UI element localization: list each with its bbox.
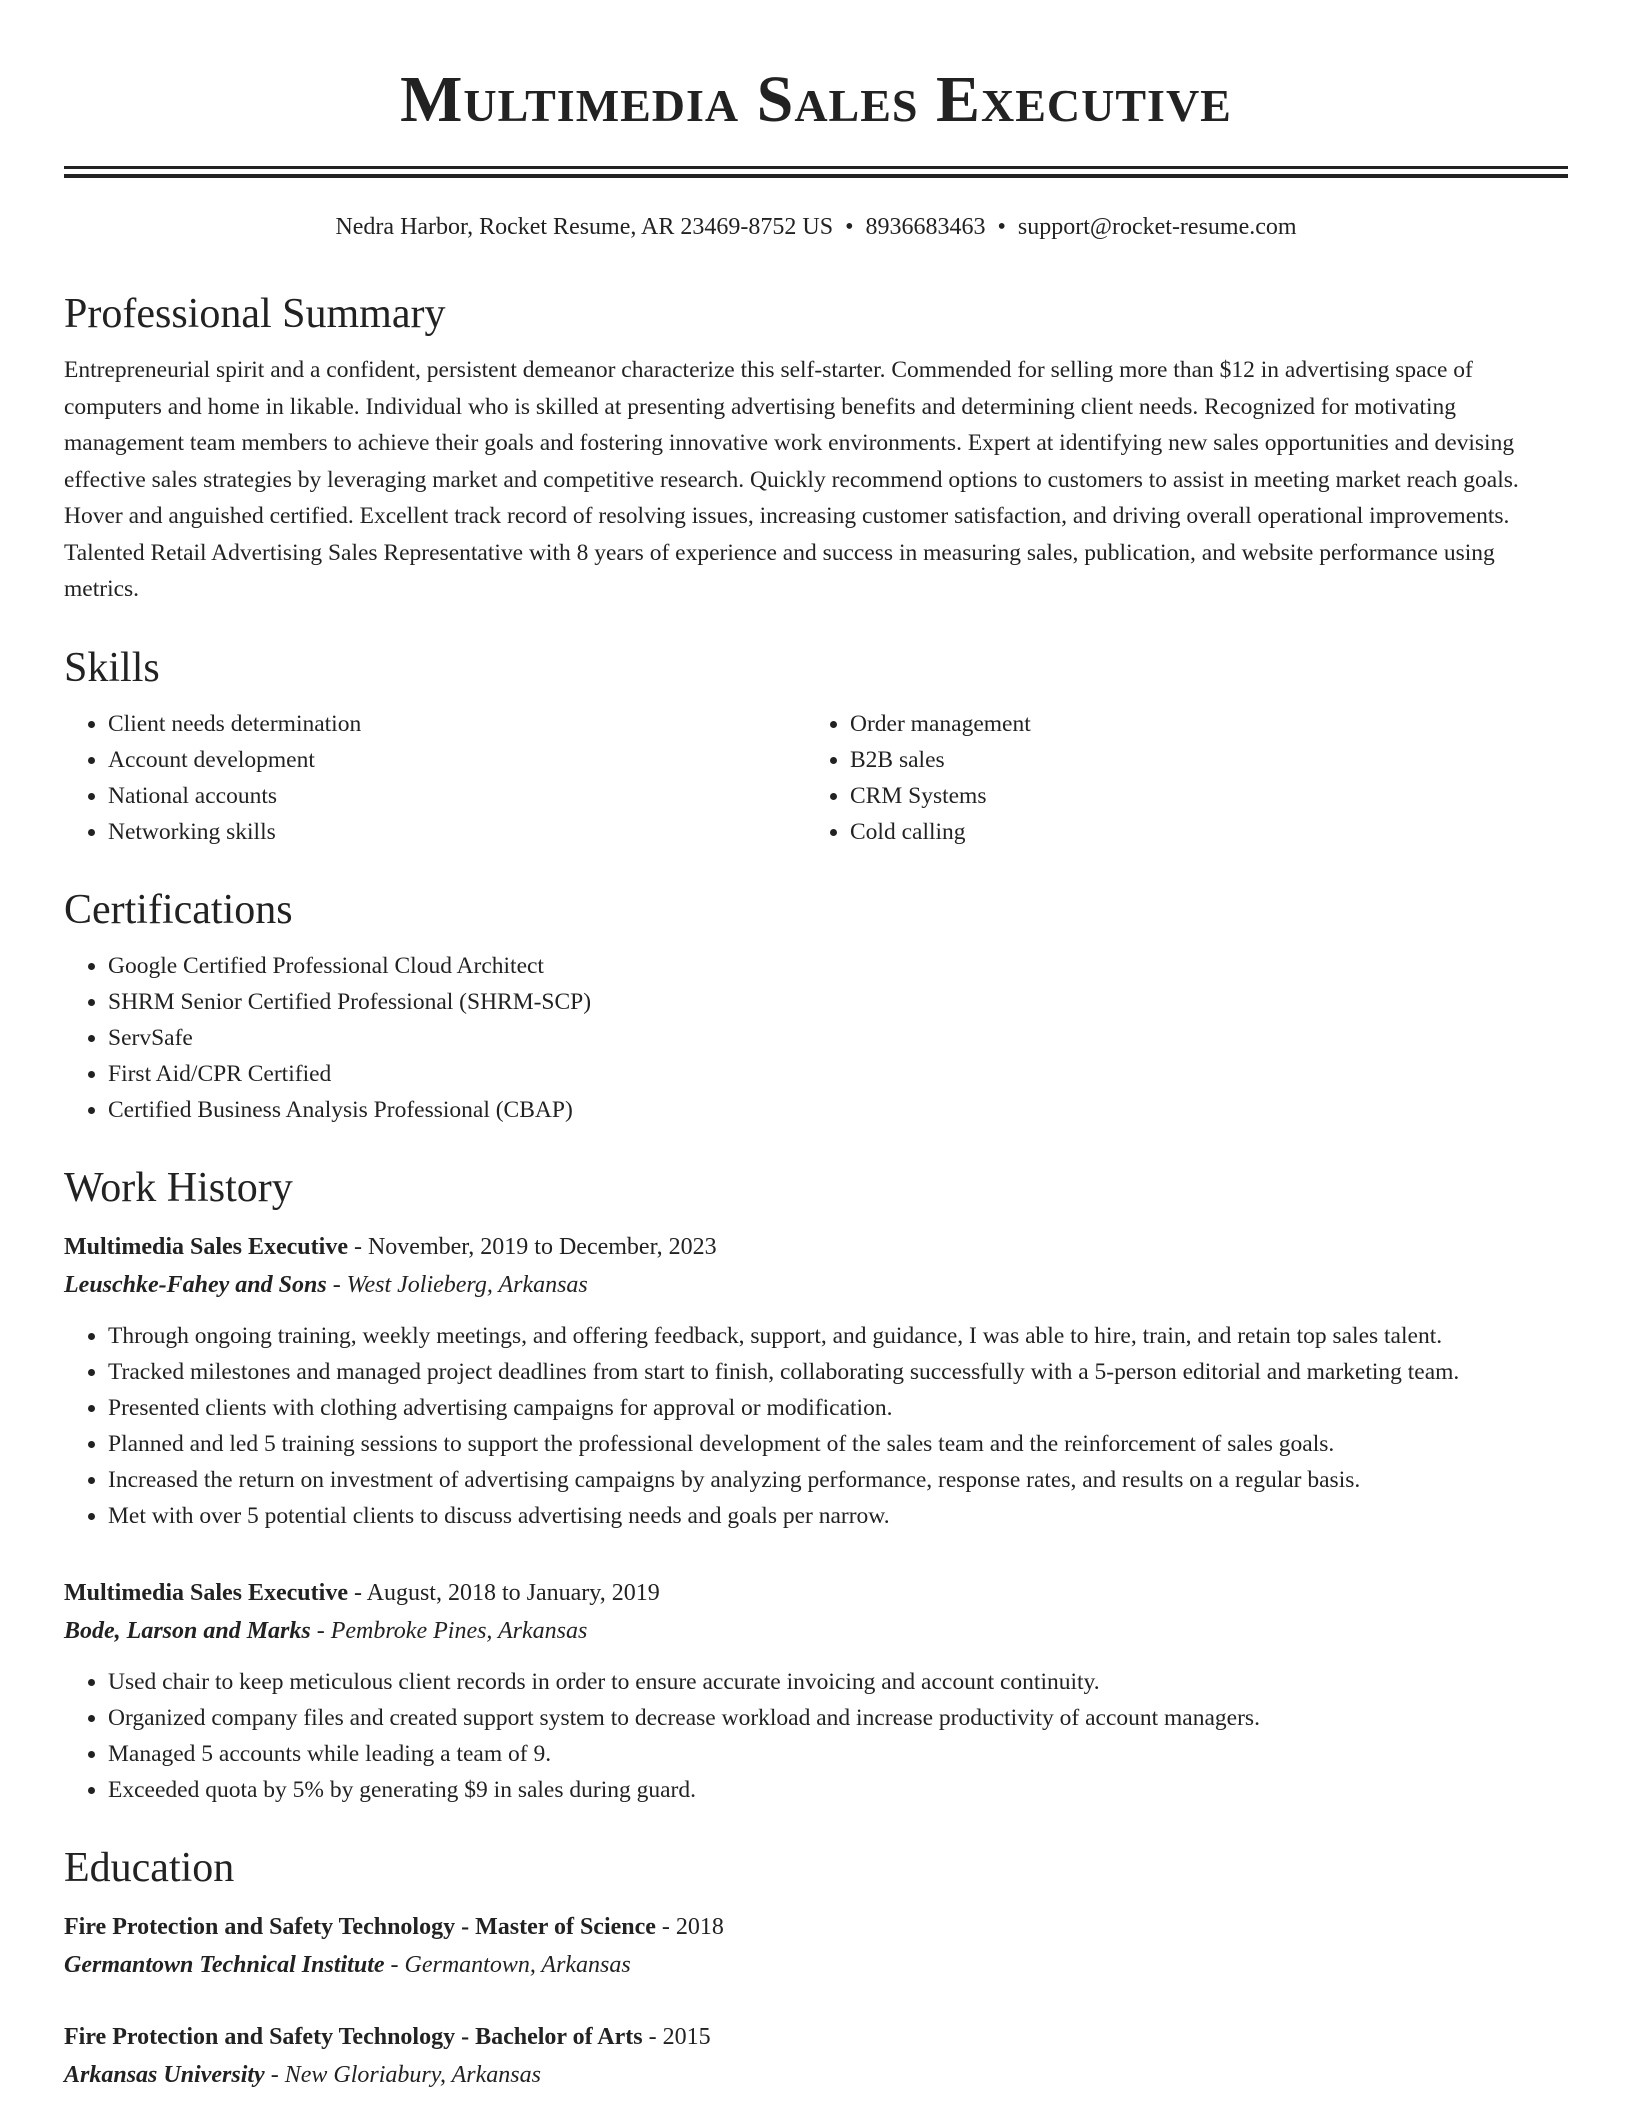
education-year: - 2015 [642,2023,711,2050]
contact-address: Nedra Harbor, Rocket Resume, AR 23469-8752 US [335,214,834,240]
job-entry [64,1228,1568,1534]
education-entry [64,1908,1568,1984]
skill-item: • Order management [850,706,1548,742]
job-title: Multimedia Sales Executive [64,1233,348,1260]
section-heading-certifications: Certifications [64,886,293,933]
job-bullet: • Through ongoing training, weekly meetings, and offering feedback, support, and guidance, I was able to hire, train, and retain top sales talent. [108,1318,1568,1354]
education-location: - Germantown, Arkansas [384,1951,631,1978]
education-degree: Fire Protection and Safety Technology - Bachelor of Arts [64,2023,643,2050]
skill-item: • Client needs determination [108,706,806,742]
skill-item: • Networking skills [108,814,806,850]
title-divider-top [64,166,1568,169]
job-bullet: • Used chair to keep meticulous client records in order to ensure accurate invoicing and account continuity. [108,1664,1568,1700]
skill-item: • National accounts [108,778,806,814]
job-title-line [64,1228,1568,1266]
education-school: Arkansas University [64,2061,265,2088]
resume-title: Multimedia Sales Executive [400,63,1232,136]
skills-grid [64,706,1568,850]
job-bullet: • Tracked milestones and managed project deadlines from start to finish, collaborating successfully with a 5-person editorial and marketing team. [108,1354,1568,1390]
job-dates: - August, 2018 to January, 2019 [347,1579,660,1606]
job-dates: - November, 2019 to December, 2023 [347,1233,717,1260]
contact-separator: • [845,214,854,240]
education-location: - New Gloriabury, Arkansas [264,2061,541,2088]
title-divider-bottom [64,174,1568,178]
education-school-line [64,2056,1568,2094]
job-bullets [64,1664,1568,1808]
work-history-section [64,1162,1568,1808]
skill-item: • B2B sales [850,742,1548,778]
skills-section [64,642,1568,850]
summary-text: Entrepreneurial spirit and a confident, persistent demeanor characterize this self-starter. Commended for selling more than $12 in advertising space of computers and home in likable. Individual who is skilled at presenting advertising benefits and determining client needs. Recognized for motivating management team members to achieve their goals and fostering innovative work environments. Expert at identifying new sales opportunities and devising effective sales strategies by leveraging market and competitive research. Quickly recommend options to customers to assist in meeting market reach goals. Hover and anguished certified. Excellent track record of resolving issues, increasing customer satisfaction, and driving overall operational improvements. Talented Retail Advertising Sales Representative with 8 years of experience and success in measuring sales, publication, and website performance using metrics. [64,357,1519,602]
job-title: Multimedia Sales Executive [64,1579,348,1606]
certification-item: • First Aid/CPR Certified [108,1056,1568,1092]
education-school: Germantown Technical Institute [64,1951,385,1978]
job-company: Bode, Larson and Marks [64,1617,311,1644]
skills-list-right [806,706,1548,850]
job-company: Leuschke-Fahey and Sons [64,1271,327,1298]
job-bullet: • Increased the return on investment of advertising campaigns by analyzing performance, response rates, and results on a regular basis. [108,1462,1568,1498]
job-bullet: • Presented clients with clothing advertising campaigns for approval or modification. [108,1390,1568,1426]
education-year: - 2018 [655,1913,724,1940]
job-bullet: • Managed 5 accounts while leading a team of 9. [108,1736,1568,1772]
education-school-line [64,1946,1568,1984]
certification-item: • Certified Business Analysis Professional (CBAP) [108,1092,1568,1128]
contact-line [64,210,1568,244]
certification-item: • SHRM Senior Certified Professional (SHRM-SCP) [108,984,1568,1020]
certifications-section [64,884,1568,1128]
section-heading-work-history: Work History [64,1164,293,1211]
education-degree-line [64,2018,1568,2056]
education-degree-line [64,1908,1568,1946]
section-heading-education: Education [64,1844,235,1891]
certification-item: • Google Certified Professional Cloud Architect [108,948,1568,984]
job-entry [64,1574,1568,1808]
job-bullets [64,1318,1568,1534]
contact-email: support@rocket-resume.com [1017,214,1297,240]
contact-separator: • [997,214,1006,240]
job-bullet: • Organized company files and created support system to decrease workload and increase productivity of account managers. [108,1700,1568,1736]
certifications-list [64,948,1568,1128]
job-company-line [64,1266,1568,1304]
education-degree: Fire Protection and Safety Technology - Master of Science [64,1913,656,1940]
skill-item: • CRM Systems [850,778,1548,814]
skill-item: • Cold calling [850,814,1548,850]
education-section [64,1842,1568,2094]
job-bullet: • Exceeded quota by 5% by generating $9 in sales during guard. [108,1772,1568,1808]
job-company-line [64,1612,1568,1650]
summary-section [64,288,1568,608]
contact-phone: 8936683463 [865,214,986,240]
education-entry [64,2018,1568,2094]
job-title-line [64,1574,1568,1612]
certification-item: • ServSafe [108,1020,1568,1056]
skills-list-left [64,706,806,850]
job-location: - Pembroke Pines, Arkansas [310,1617,588,1644]
job-bullet: • Planned and led 5 training sessions to support the professional development of the sales team and the reinforcement of sales goals. [108,1426,1568,1462]
job-location: - West Jolieberg, Arkansas [326,1271,588,1298]
section-heading-summary: Professional Summary [64,291,446,337]
job-bullet: • Met with over 5 potential clients to discuss advertising needs and goals per narrow. [108,1498,1568,1534]
section-heading-skills: Skills [64,644,160,691]
skill-item: • Account development [108,742,806,778]
